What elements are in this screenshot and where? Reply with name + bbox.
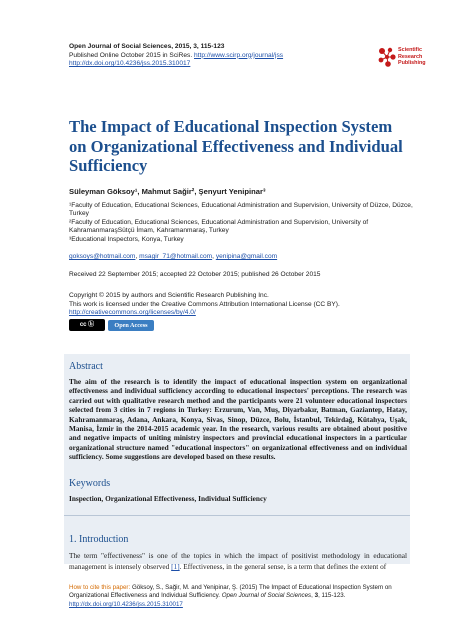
affiliation-2: ²Faculty of Education, Educational Sciences, Educational Administration and Supervision, University of KahramanmaraşSütçü İmam, Kahramanmaraş, Turkey [69, 218, 369, 235]
cc-license-badge[interactable] [69, 319, 105, 331]
intro-text-1: The term "effectiveness" is one of the topics in which the impact of positivist methodology in educational management is intensely observed [69, 551, 407, 571]
introduction-heading: 1. Introduction [69, 534, 129, 545]
published-line [69, 52, 369, 61]
citation-journal: Open Journal of Social Sciences [221, 592, 312, 600]
citation-text: Göksoy, S., Sağir, M. and Yenipinar, Ş. (2015) The Impact of Educational Inspection System on Organizational Effectiveness and Individual Sufficiency. [69, 584, 392, 600]
publisher-logo-icon [376, 46, 398, 68]
email-link-1[interactable]: goksoys@hotmail.com [69, 253, 136, 260]
authors: Süleyman Göksoy¹, Mahmut Sağir², Şenyurt Yenipinar³ [69, 187, 266, 196]
cc-badge-label: cc ⓑ [79, 322, 95, 328]
citation-volume-sep: , [311, 592, 315, 600]
copyright-line: Copyright © 2015 by authors and Scientific Research Publishing Inc. [69, 292, 269, 299]
abstract-heading: Abstract [69, 361, 103, 372]
section-divider [64, 515, 410, 516]
license-url-link[interactable]: http://creativecommons.org/licenses/by/4.0/ [69, 309, 196, 317]
paper-title: The Impact of Educational Inspection System on Organizational Effectiveness and Individual Sufficiency [69, 117, 403, 175]
citation-volume: 3 [314, 592, 319, 600]
open-access-badge[interactable]: Open Access [108, 320, 154, 331]
journal-header [69, 43, 369, 69]
published-prefix: Published Online October 2015 in SciRes. [69, 51, 194, 59]
affiliation-1: ¹Faculty of Education, Educational Sciences, Educational Administration and Supervision, University of Düzce, Düzce, Turkey [69, 202, 413, 218]
doi-link[interactable]: http://dx.doi.org/10.4236/jss.2015.310017 [69, 60, 191, 68]
journal-line: Open Journal of Social Sciences, 2015, 3, 115-123 [69, 43, 225, 50]
copyright-block [69, 292, 409, 318]
logo-line-1: Scientific [398, 47, 422, 53]
email-list [69, 253, 277, 260]
email-sep-2: , [212, 253, 216, 260]
license-line: This work is licensed under the Creative Commons Attribution International License (CC BY). [69, 300, 340, 308]
introduction-body [69, 550, 407, 572]
reference-link-1[interactable]: [1] [171, 562, 180, 571]
email-link-3[interactable]: yenipina@gmail.com [215, 253, 278, 260]
email-link-2[interactable]: msagir_71@hotmail.com [139, 253, 213, 260]
citation-doi-link[interactable]: http://dx.doi.org/10.4236/jss.2015.310017 [69, 600, 183, 608]
intro-text-2: . Effectiveness, in the general sense, is a term that defines the extent of [179, 562, 387, 571]
publisher-logo-text [398, 47, 426, 67]
publisher-logo [376, 44, 456, 74]
citation-block [69, 584, 407, 609]
keywords-body: Inspection, Organizational Effectiveness, Individual Sufficiency [69, 494, 267, 503]
received-dates: Received 22 September 2015; accepted 22 October 2015; published 26 October 2015 [69, 271, 321, 278]
keywords-heading: Keywords [69, 478, 111, 489]
affiliations [69, 202, 429, 244]
journal-url-link[interactable]: http://www.scirp.org/journal/jss [194, 51, 284, 59]
email-sep-1: , [135, 253, 140, 260]
logo-line-3: Publishing [398, 60, 426, 67]
abstract-body: The aim of the research is to identify the impact of educational inspection system on organizational effectiveness and individual sufficiency according to educational inspectors' perceptions. The research was carried out with qualitative research method and the participants were 21 volunteer educational inspectors selected from 3 cities in 7 regions in Turkey: Erzurum, Van, Muş, Diyarbakır, Batman, Gaziantep, Hatay, Kahramanmaraş, Adana, Ankara, Konya, Sivas, Sinop, Düzce, Bolu, İstanbul, Tekirdağ, Kütahya, Uşak, Manisa, İzmir in the 2014-2015 academic year. In the research, various results are obtained about positive and negative impacts of uniting ministry inspectors and provincial educational inspectors in a particular organizational structure named "educational inspectors" on organizational effectiveness and on individual sufficiency. Some suggestions are developed based on these results. [69, 377, 407, 462]
affiliation-3: ³Educational Inspectors, Konya, Turkey [69, 235, 184, 243]
logo-line-2: Research [398, 53, 423, 60]
citation-label: How to cite this paper: [69, 584, 132, 591]
citation-pages: , 115-123. [318, 592, 346, 600]
